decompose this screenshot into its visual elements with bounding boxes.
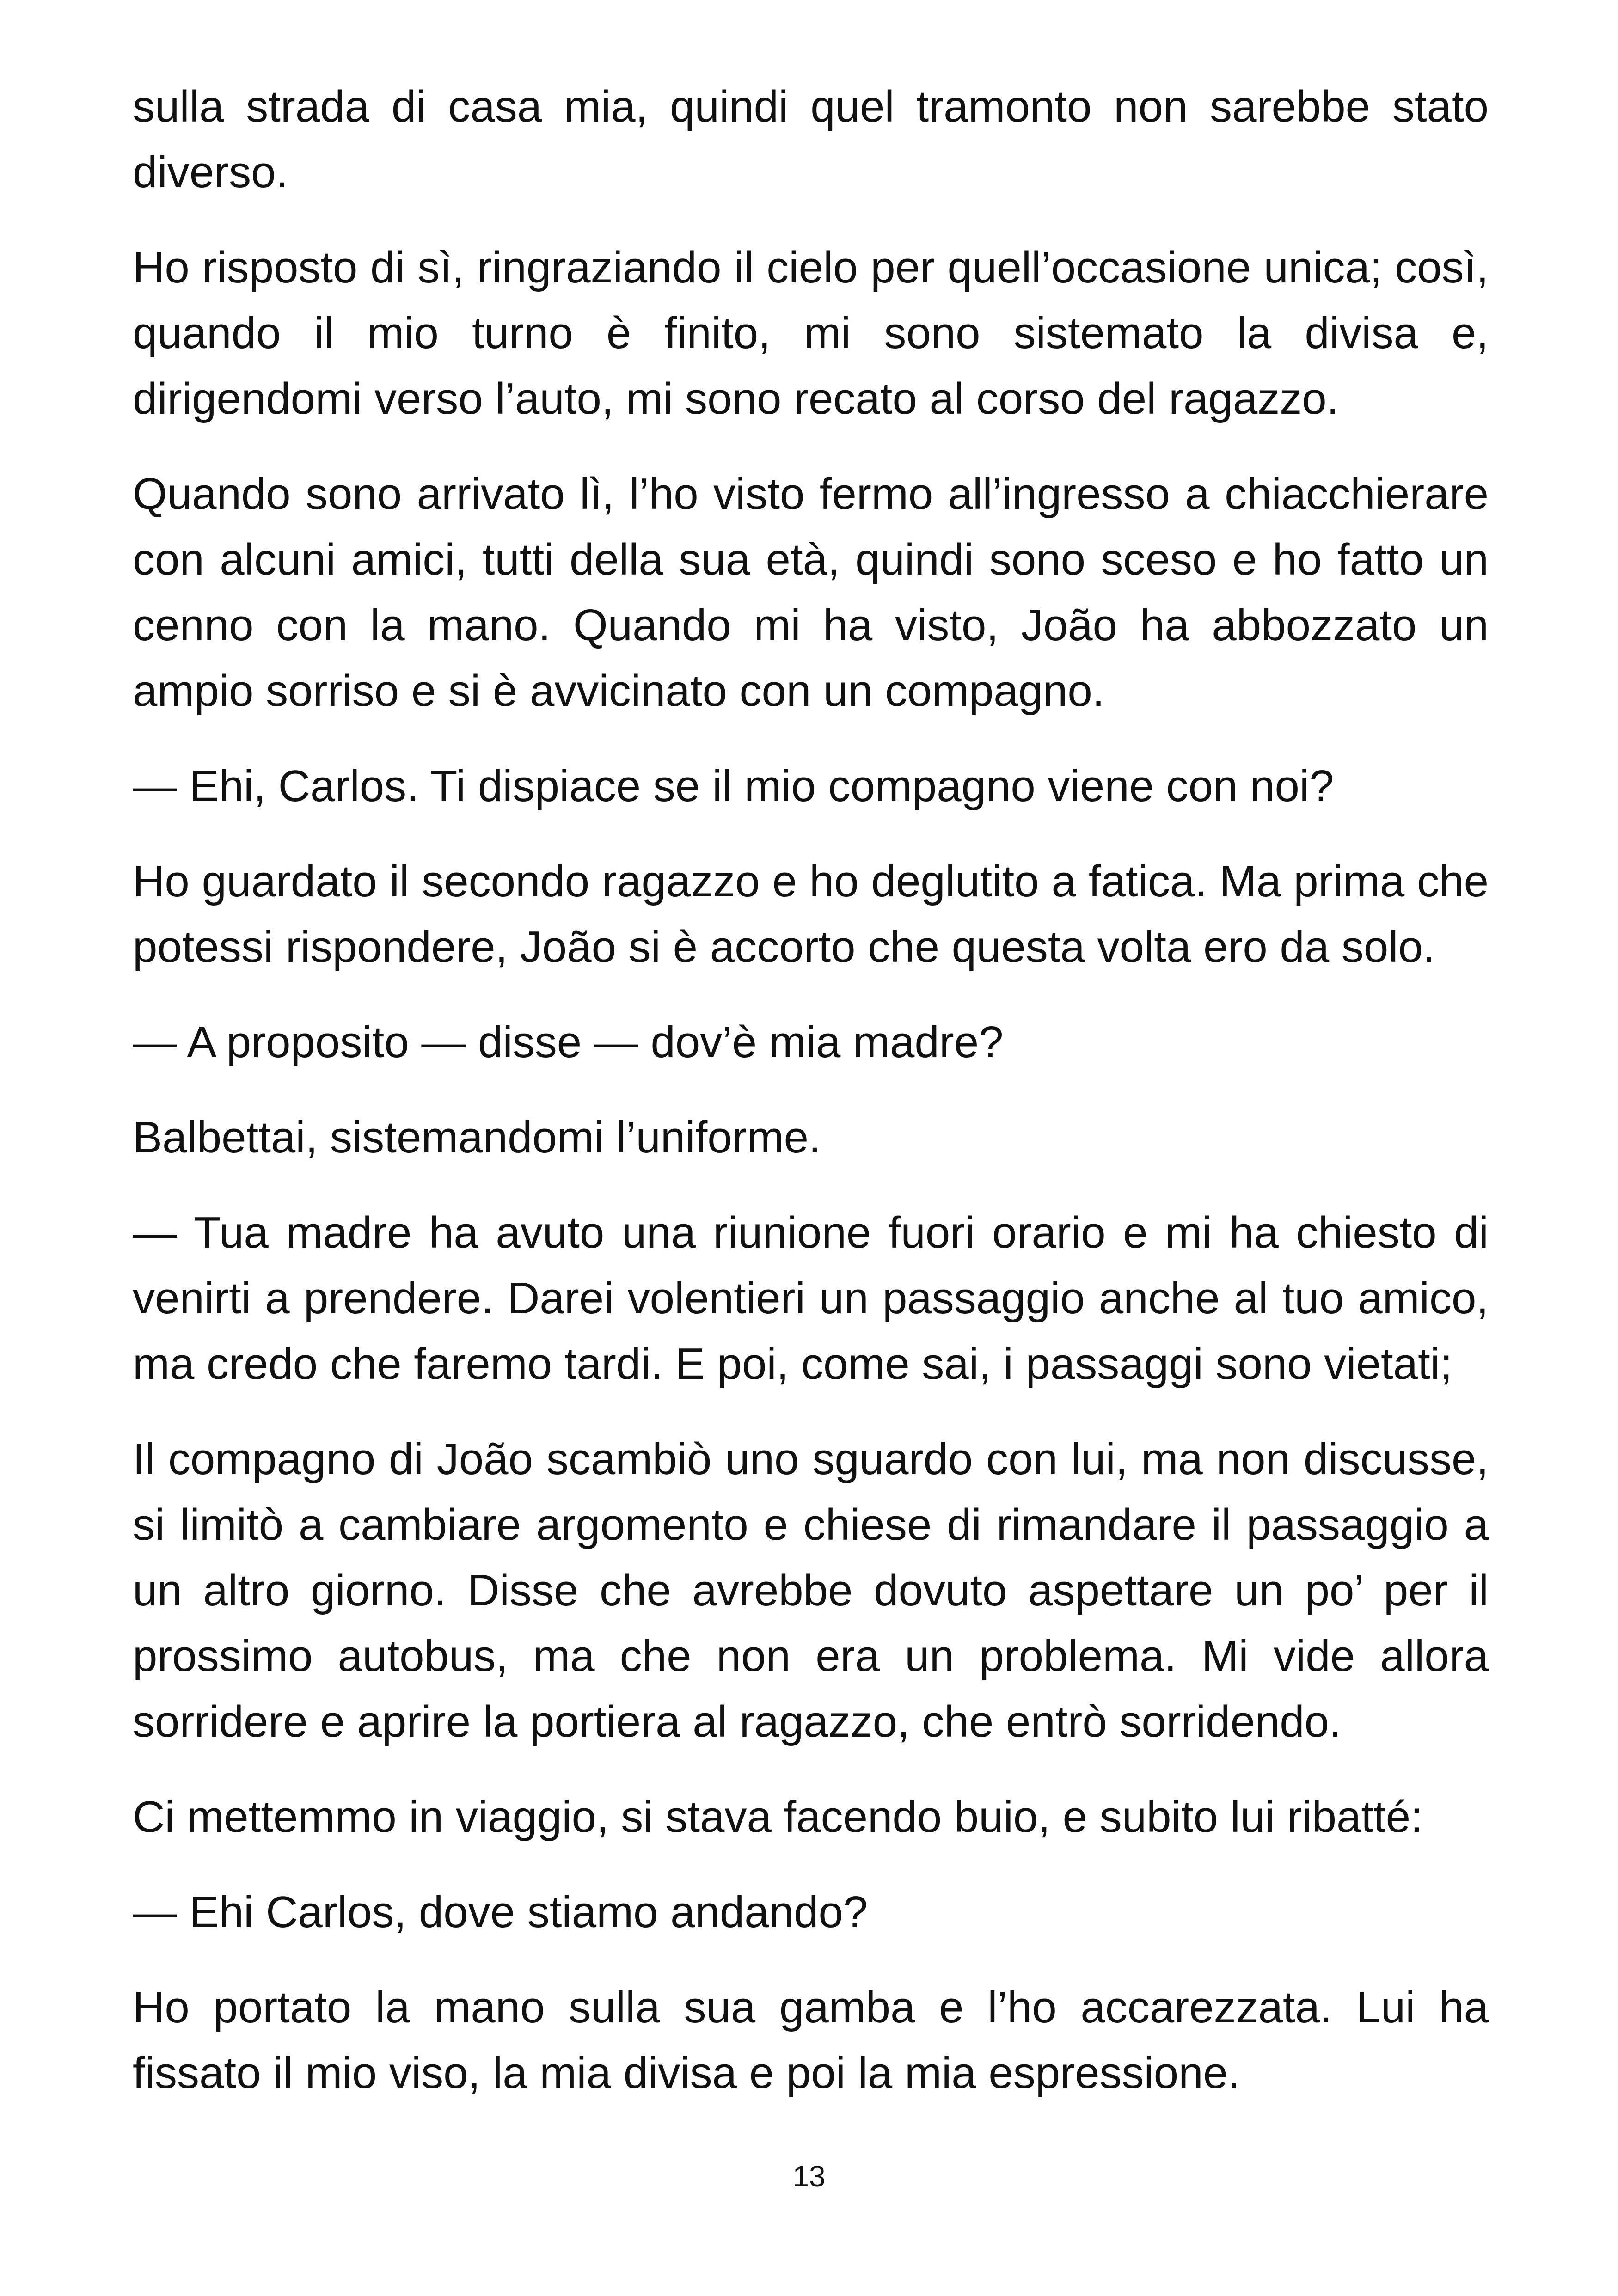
paragraph-2: Ho risposto di sì, ringraziando il cielo per quell’occasione unica; così, quando il mio turno è finito, mi sono sistemato la divisa e, dirigendomi verso l’auto, mi sono recato al corso del ragazzo.: [133, 243, 1489, 423]
paragraph-3: Quando sono arrivato lì, l’ho visto fermo all’ingresso a chiacchierare con alcuni amici, tutti della sua età, quindi sono sceso e ho fatto un cenno con la mano. Quando mi ha visto, João ha abbozzato un ampio sorriso e si è avvicinato con un compagno.: [133, 469, 1489, 716]
paragraph-4: Ho guardato il secondo ragazzo e ho deglutito a fatica. Ma prima che potessi rispondere, João si è accorto che questa volta ero da solo.: [133, 857, 1489, 972]
dialogue-line-3: — Tua madre ha avuto una riunione fuori orario e mi ha chiesto di venirti a prendere. Darei volentieri un passaggio anche al tuo amico, ma credo che faremo tardi. E poi, come sai, i passaggi sono vietati;: [133, 1208, 1489, 1389]
dialogue-line-4: — Ehi Carlos, dove stiamo andando?: [133, 1887, 868, 1937]
paragraph-6: Il compagno di João scambiò uno sguardo con lui, ma non discusse, si limitò a cambiare argomento e chiese di rimandare il passaggio a un altro giorno. Disse che avrebbe dovuto aspettare un po’ per il prossimo autobus, ma che non era un problema. Mi vide allora sorridere e aprire la portiera al ragazzo, che entrò sorridendo.: [133, 1434, 1489, 1746]
page-number: 13: [792, 2160, 826, 2193]
paragraph-1: sulla strada di casa mia, quindi quel tramonto non sarebbe stato diverso.: [133, 82, 1489, 197]
paragraph-8: Ho portato la mano sulla sua gamba e l’ho accarezzata. Lui ha fissato il mio viso, la mia divisa e poi la mia espressione.: [133, 1983, 1489, 2098]
dialogue-line-1: — Ehi, Carlos. Ti dispiace se il mio compagno viene con noi?: [133, 761, 1334, 811]
paragraph-5: Balbettai, sistemandomi l’uniforme.: [133, 1113, 821, 1162]
paragraph-7: Ci mettemmo in viaggio, si stava facendo buio, e subito lui ribatté:: [133, 1792, 1423, 1842]
dialogue-line-2: — A proposito — disse — dov’è mia madre?: [133, 1017, 1004, 1067]
page-body: [133, 74, 1489, 2136]
